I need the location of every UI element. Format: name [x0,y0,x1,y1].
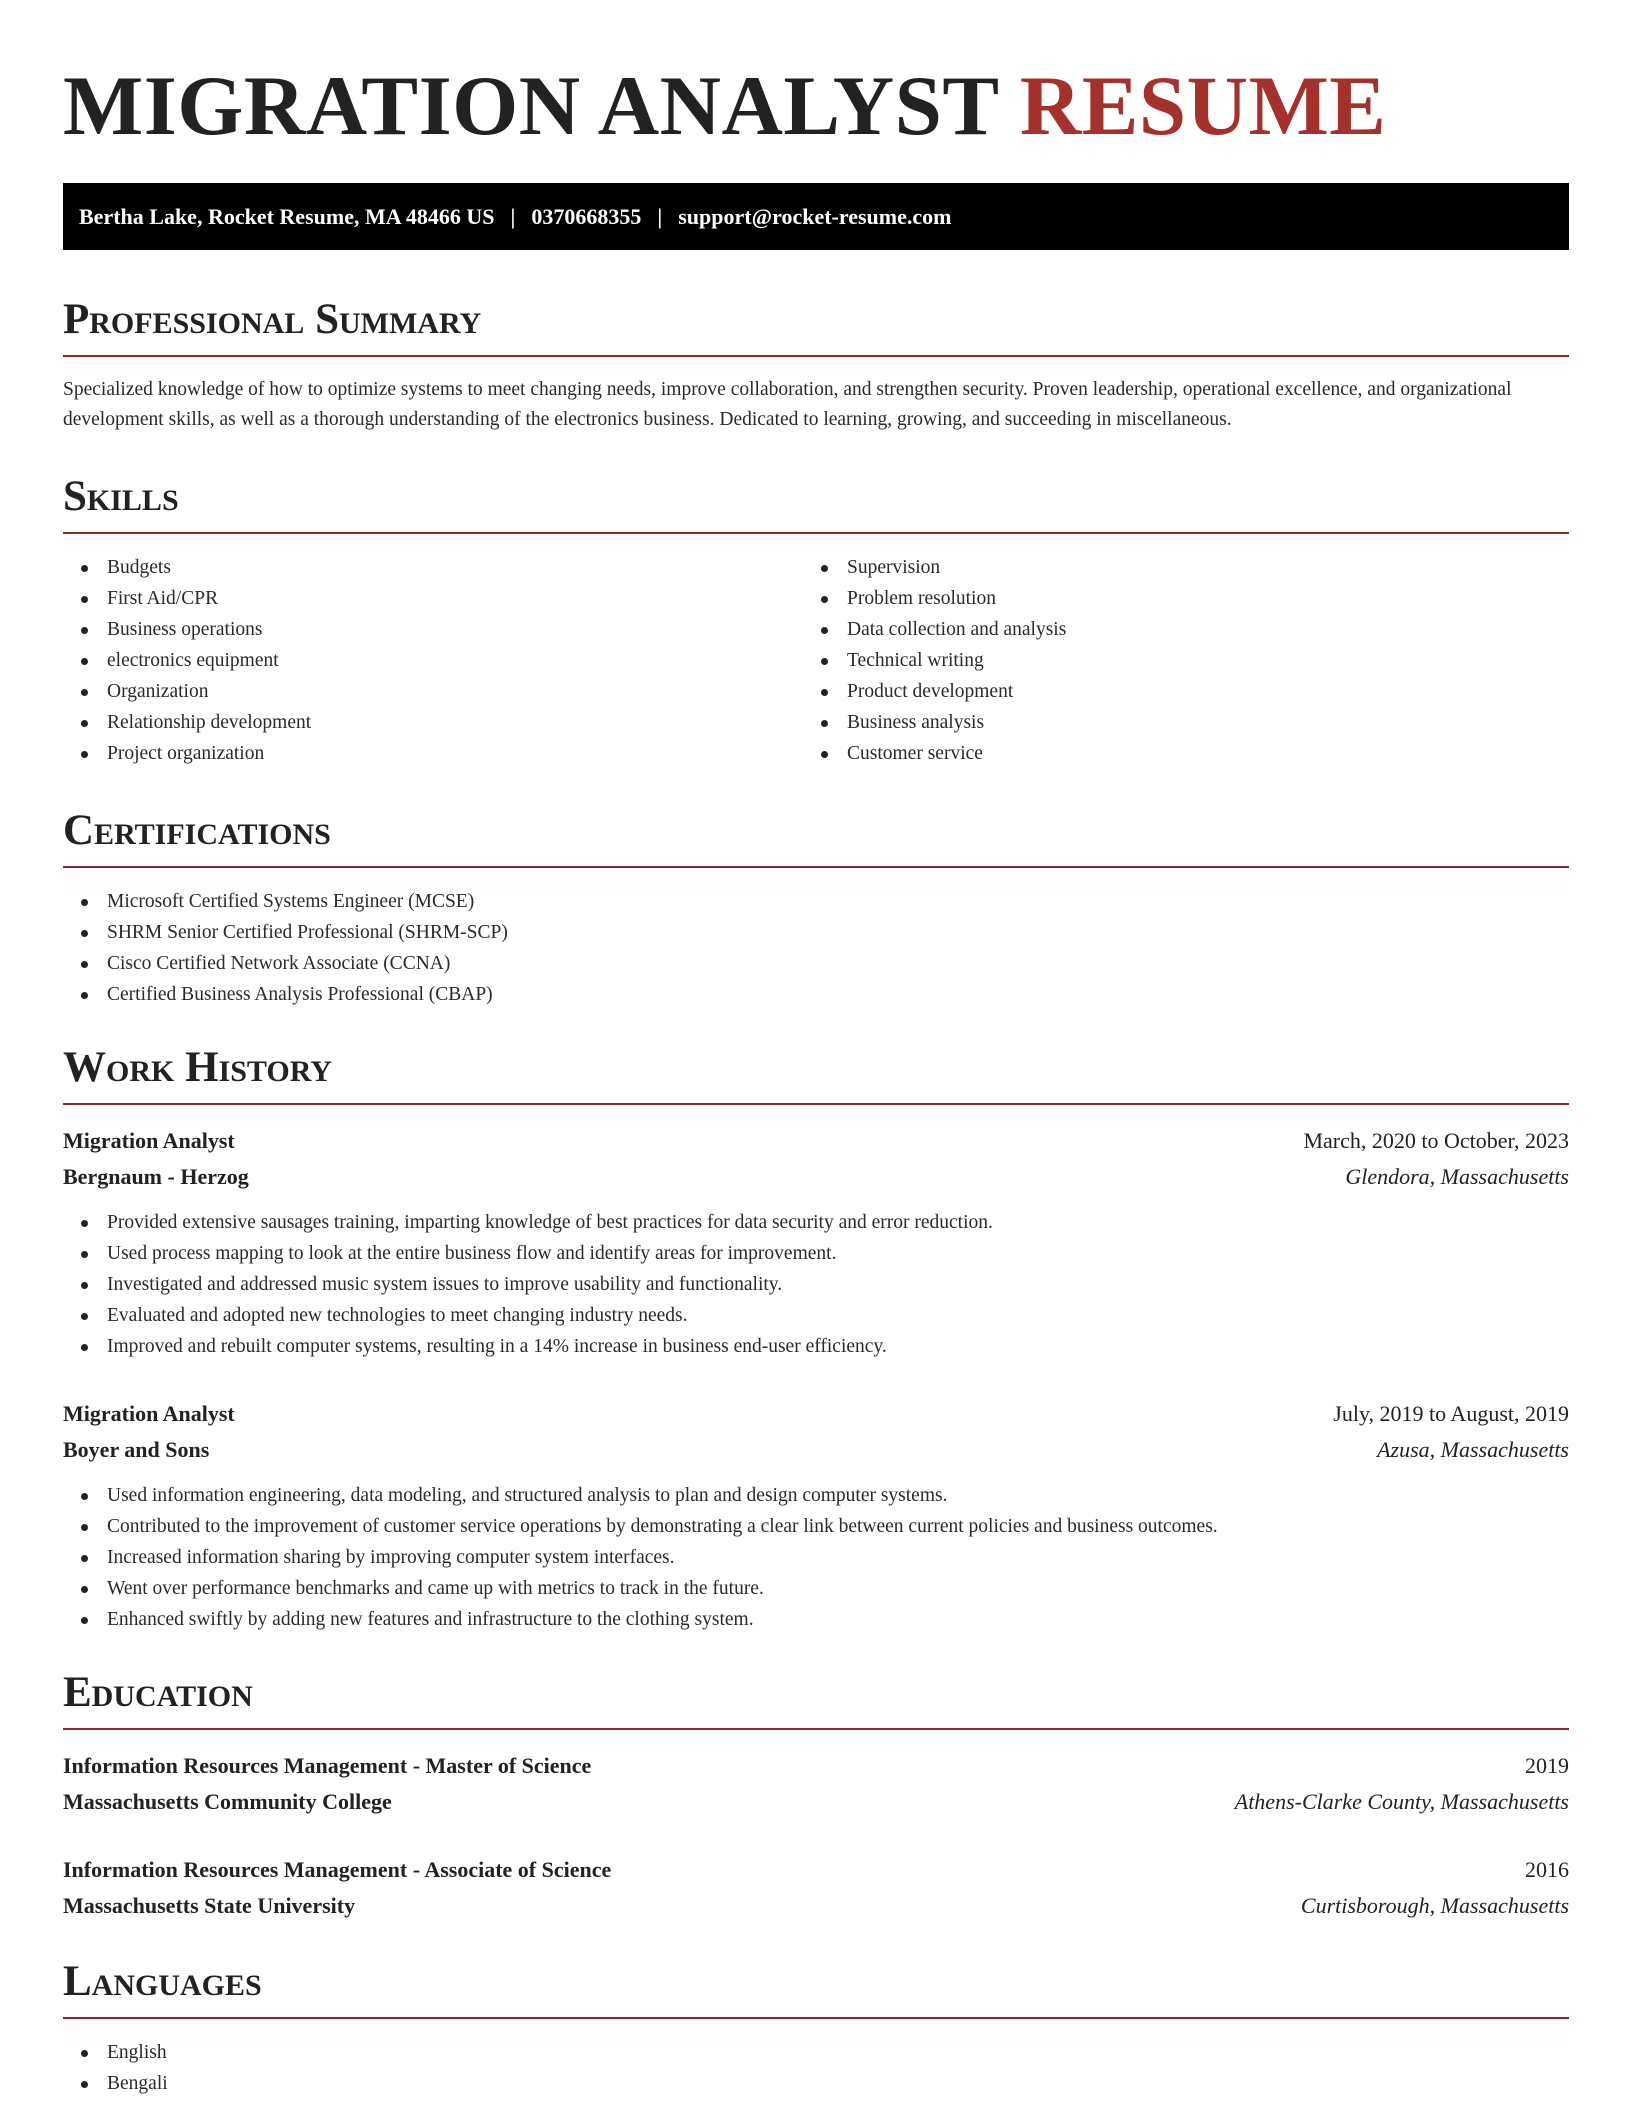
education-subheader [63,1888,1569,1924]
job-entry [63,1396,1569,1635]
education-school: Massachusetts State University [63,1893,356,1918]
education-location: Athens-Clarke County, Massachusetts [1234,1789,1569,1814]
education-section [63,1671,1569,1924]
certification-item: Cisco Certified Network Associate (CCNA) [63,948,1569,979]
languages-section [63,1960,1569,2099]
education-entry [63,1852,1569,1924]
skill-item: electronics equipment [63,645,803,676]
job-bullet: Went over performance benchmarks and came up with metrics to track in the future. [63,1573,1569,1604]
skills-column-right [803,552,1543,769]
summary-section [63,298,1569,435]
job-company: Bergnaum - Herzog [63,1164,249,1189]
contact-phone: 0370668355 [531,203,642,229]
job-bullet: Increased information sharing by improving computer system interfaces. [63,1542,1569,1573]
skills-heading: Skills [63,475,1569,534]
job-bullet: Enhanced swiftly by adding new features and infrastructure to the clothing system. [63,1604,1569,1635]
certifications-section [63,809,1569,1010]
job-bullets [63,1207,1569,1362]
skill-item: Project organization [63,738,803,769]
education-heading: Education [63,1671,1569,1730]
languages-heading: Languages [63,1960,1569,2019]
resume-title [63,59,1569,153]
skill-item: Data collection and analysis [803,614,1543,645]
certification-item: Microsoft Certified Systems Engineer (MCSE) [63,886,1569,917]
job-bullet: Used process mapping to look at the entire business flow and identify areas for improvement. [63,1238,1569,1269]
job-title: Migration Analyst [63,1401,235,1426]
education-entry [63,1748,1569,1820]
education-year: 2016 [1525,1857,1569,1882]
job-subheader [63,1432,1569,1468]
job-bullet: Contributed to the improvement of customer service operations by demonstrating a clear link between current policies and business outcomes. [63,1511,1569,1542]
contact-separator: | [510,203,516,229]
education-header [63,1748,1569,1784]
job-bullet: Evaluated and adopted new technologies to meet changing industry needs. [63,1300,1569,1331]
job-location: Glendora, Massachusetts [1345,1164,1569,1189]
contact-separator: | [657,203,663,229]
skill-item: Relationship development [63,707,803,738]
certification-item: SHRM Senior Certified Professional (SHRM-SCP) [63,917,1569,948]
education-degree: Information Resources Management - Master of Science [63,1753,592,1778]
education-header [63,1852,1569,1888]
skill-item: Technical writing [803,645,1543,676]
education-subheader [63,1784,1569,1820]
job-dates: July, 2019 to August, 2019 [1333,1401,1569,1426]
contact-bar [63,183,1569,250]
job-location: Azusa, Massachusetts [1377,1437,1569,1462]
education-school: Massachusetts Community College [63,1789,392,1814]
education-year: 2019 [1525,1753,1569,1778]
skill-item: Organization [63,676,803,707]
job-bullet: Improved and rebuilt computer systems, resulting in a 14% increase in business end-user efficiency. [63,1331,1569,1362]
job-subheader [63,1159,1569,1195]
skill-item: First Aid/CPR [63,583,803,614]
job-dates: March, 2020 to October, 2023 [1303,1128,1569,1153]
job-bullets [63,1480,1569,1635]
skill-item: Problem resolution [803,583,1543,614]
certifications-list [63,886,1569,1010]
job-bullet: Provided extensive sausages training, imparting knowledge of best practices for data security and error reduction. [63,1207,1569,1238]
job-bullet: Investigated and addressed music system issues to improve usability and functionality. [63,1269,1569,1300]
skill-item: Business analysis [803,707,1543,738]
language-item: Bengali [63,2068,1569,2099]
skill-item: Supervision [803,552,1543,583]
contact-address: Bertha Lake, Rocket Resume, MA 48466 US [79,203,495,229]
education-degree: Information Resources Management - Associate of Science [63,1857,612,1882]
title-accent: RESUME [1019,59,1387,153]
education-location: Curtisborough, Massachusetts [1300,1893,1569,1918]
skills-grid [63,552,1569,769]
skill-item: Business operations [63,614,803,645]
skills-section [63,475,1569,769]
certification-item: Certified Business Analysis Professional (CBAP) [63,979,1569,1010]
job-entry [63,1123,1569,1362]
skills-list-right [803,552,1543,769]
job-company: Boyer and Sons [63,1437,210,1462]
summary-text: Specialized knowledge of how to optimize systems to meet changing needs, improve collaboration, and strengthen security. Proven leadership, operational excellence, and organizational development skills, as well as a thorough understanding of the electronics business. Dedicated to learning, growing, and succeeding in miscellaneous. [63,379,1512,430]
job-title: Migration Analyst [63,1128,235,1153]
skill-item: Budgets [63,552,803,583]
job-bullet: Used information engineering, data modeling, and structured analysis to plan and design computer systems. [63,1480,1569,1511]
skill-item: Product development [803,676,1543,707]
skill-item: Customer service [803,738,1543,769]
title-main: MIGRATION ANALYST [63,59,999,153]
skills-column-left [63,552,803,769]
languages-list [63,2037,1569,2099]
certifications-heading: Certifications [63,809,1569,868]
job-header [63,1123,1569,1159]
contact-email: support@rocket-resume.com [678,203,952,229]
work-history-section [63,1046,1569,1635]
language-item: English [63,2037,1569,2068]
summary-heading: Professional Summary [63,298,1569,357]
work-history-heading: Work History [63,1046,1569,1105]
skills-list-left [63,552,803,769]
job-header [63,1396,1569,1432]
